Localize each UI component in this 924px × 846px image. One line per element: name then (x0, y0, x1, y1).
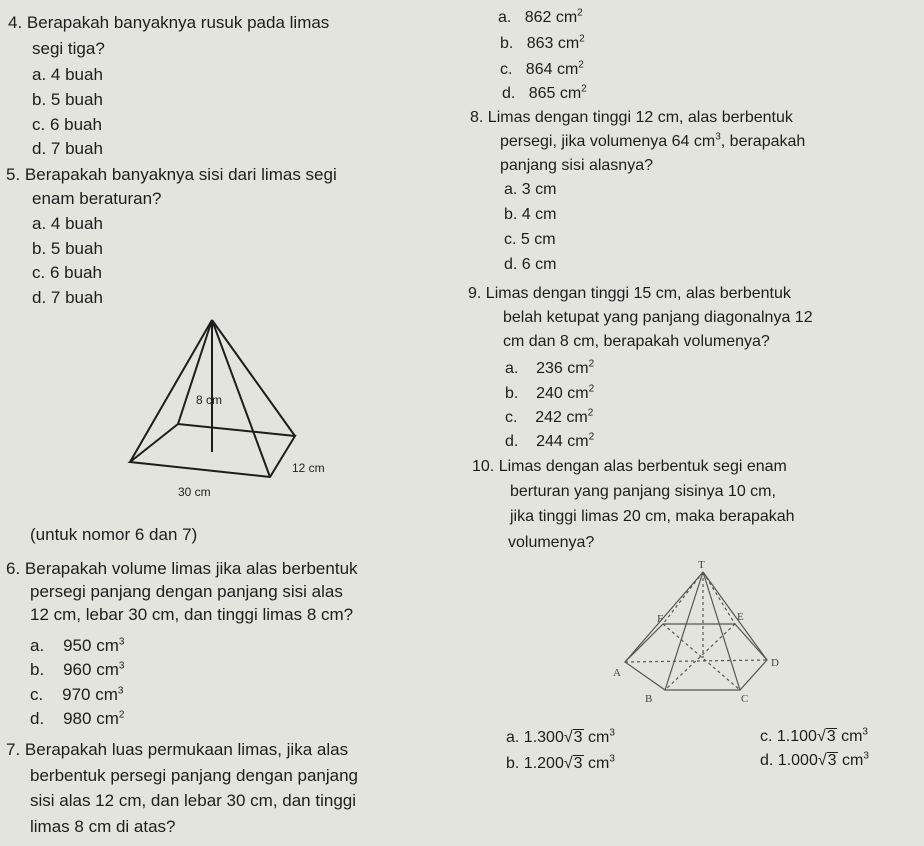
q9-option-c: c. 242 $cm^2$ (505, 407, 594, 426)
q8-option-c: c. 5 cm (504, 231, 556, 248)
q10-option-b: b. 1.200√3 $cm^3$ (506, 753, 615, 772)
q9-option-b: b. 240 $cm^2$ (505, 383, 595, 402)
q6-option-d: d. 980 $cm^2$ (30, 709, 125, 728)
q9-option-a: a. 236 $cm^2$ (505, 358, 595, 377)
q8-line2: persegi, jika volumenya 64 $cm^3$, berapakah (500, 131, 806, 150)
q9-option-d: d. 244 $cm^2$ (505, 431, 595, 450)
q5-option-b: b. 5 buah (32, 239, 103, 258)
pyramid-figure-hexagonal (605, 559, 785, 710)
q9-line2: belah ketupat yang panjang diagonalnya 12 (503, 309, 813, 326)
q4-option-a: a. 4 buah (32, 65, 103, 84)
figure2-label-b: B (645, 693, 653, 705)
q8-option-b: b. 4 cm (504, 206, 557, 223)
q8-line3: panjang sisi alasnya? (500, 157, 653, 174)
q8-option-a: a. 3 cm (504, 181, 557, 198)
q10-line2: berturan yang panjang sisinya 10 cm, (510, 483, 776, 500)
figure2-label-c: C (741, 693, 749, 705)
q8-line1: 8. Limas dengan tinggi 12 cm, alas berbentuk (470, 109, 793, 126)
q4-line2: segi tiga? (32, 39, 105, 58)
q7-line1: 7. Berapakah luas permukaan limas, jika alas (6, 740, 349, 759)
figure1-length-label: 30 cm (178, 485, 211, 499)
q10-line4: volumenya? (508, 534, 595, 551)
q9-line3: cm dan 8 cm, berapakah volumenya? (503, 333, 770, 350)
q4-answer-a: a. 862 $cm^2$ (498, 7, 583, 26)
figure1-caption: (untuk nomor 6 dan 7) (30, 525, 198, 544)
q10-option-d: d. 1.000√3 $cm^3$ (760, 750, 869, 769)
q10-option-a: a. 1.300√3 $cm^3$ (506, 727, 615, 746)
q5-option-d: d. 7 buah (32, 288, 103, 307)
figure2-label-e: E (737, 611, 744, 623)
q10-option-c: c. 1.100√3 $cm^3$ (760, 726, 868, 745)
q6-option-b: b. 960 $cm^3$ (30, 660, 125, 679)
q6-option-a: a. 950 $cm^3$ (30, 636, 125, 655)
figure1-height-label: 8 cm (196, 393, 223, 407)
q5-line2: enam beraturan? (32, 189, 162, 208)
q4-answer-b: b. 863 $cm^2$ (500, 33, 585, 52)
q10-line3: jika tinggi limas 20 cm, maka berapakah (510, 508, 795, 525)
q5-option-a: a. 4 buah (32, 214, 103, 233)
figure2-label-a: A (613, 667, 621, 679)
figure1-width-label: 12 cm (292, 461, 325, 475)
q4-option-d: d. 7 buah (32, 139, 103, 158)
figure2-label-d: D (771, 657, 779, 669)
q8-option-d: d. 6 cm (504, 256, 557, 273)
q6-line2: persegi panjang dengan panjang sisi alas (30, 582, 343, 601)
q7-line2: berbentuk persegi panjang dengan panjang (30, 766, 358, 785)
figure2-label-f: F (657, 613, 664, 625)
q10-line1: 10. Limas dengan alas berbentuk segi enam (472, 458, 787, 475)
q4-line1: 4. Berapakah banyaknya rusuk pada limas (8, 13, 330, 32)
q9-line1: 9. Limas dengan tinggi 15 cm, alas berbentuk (468, 285, 791, 302)
pyramid-figure-rectangular (120, 312, 340, 502)
q6-line1: 6. Berapakah volume limas jika alas berbentuk (6, 559, 358, 578)
q5-line1: 5. Berapakah banyaknya sisi dari limas segi (6, 165, 337, 184)
q4-option-c: c. 6 buah (32, 115, 102, 134)
q4-option-b: b. 5 buah (32, 90, 103, 109)
q6-option-c: c. 970 $cm^3$ (30, 685, 124, 704)
q4-answer-d: d. 865 $cm^2$ (502, 83, 587, 102)
q7-line3: sisi alas 12 cm, dan lebar 30 cm, dan tinggi (30, 791, 357, 810)
q6-line3: 12 cm, lebar 30 cm, dan tinggi limas 8 cm? (30, 605, 354, 624)
figure2-label-t: T (698, 559, 705, 571)
q7-line4: limas 8 cm di atas? (30, 817, 176, 836)
q4-answer-c: c. 864 $cm^2$ (500, 59, 584, 78)
q5-option-c: c. 6 buah (32, 263, 102, 282)
